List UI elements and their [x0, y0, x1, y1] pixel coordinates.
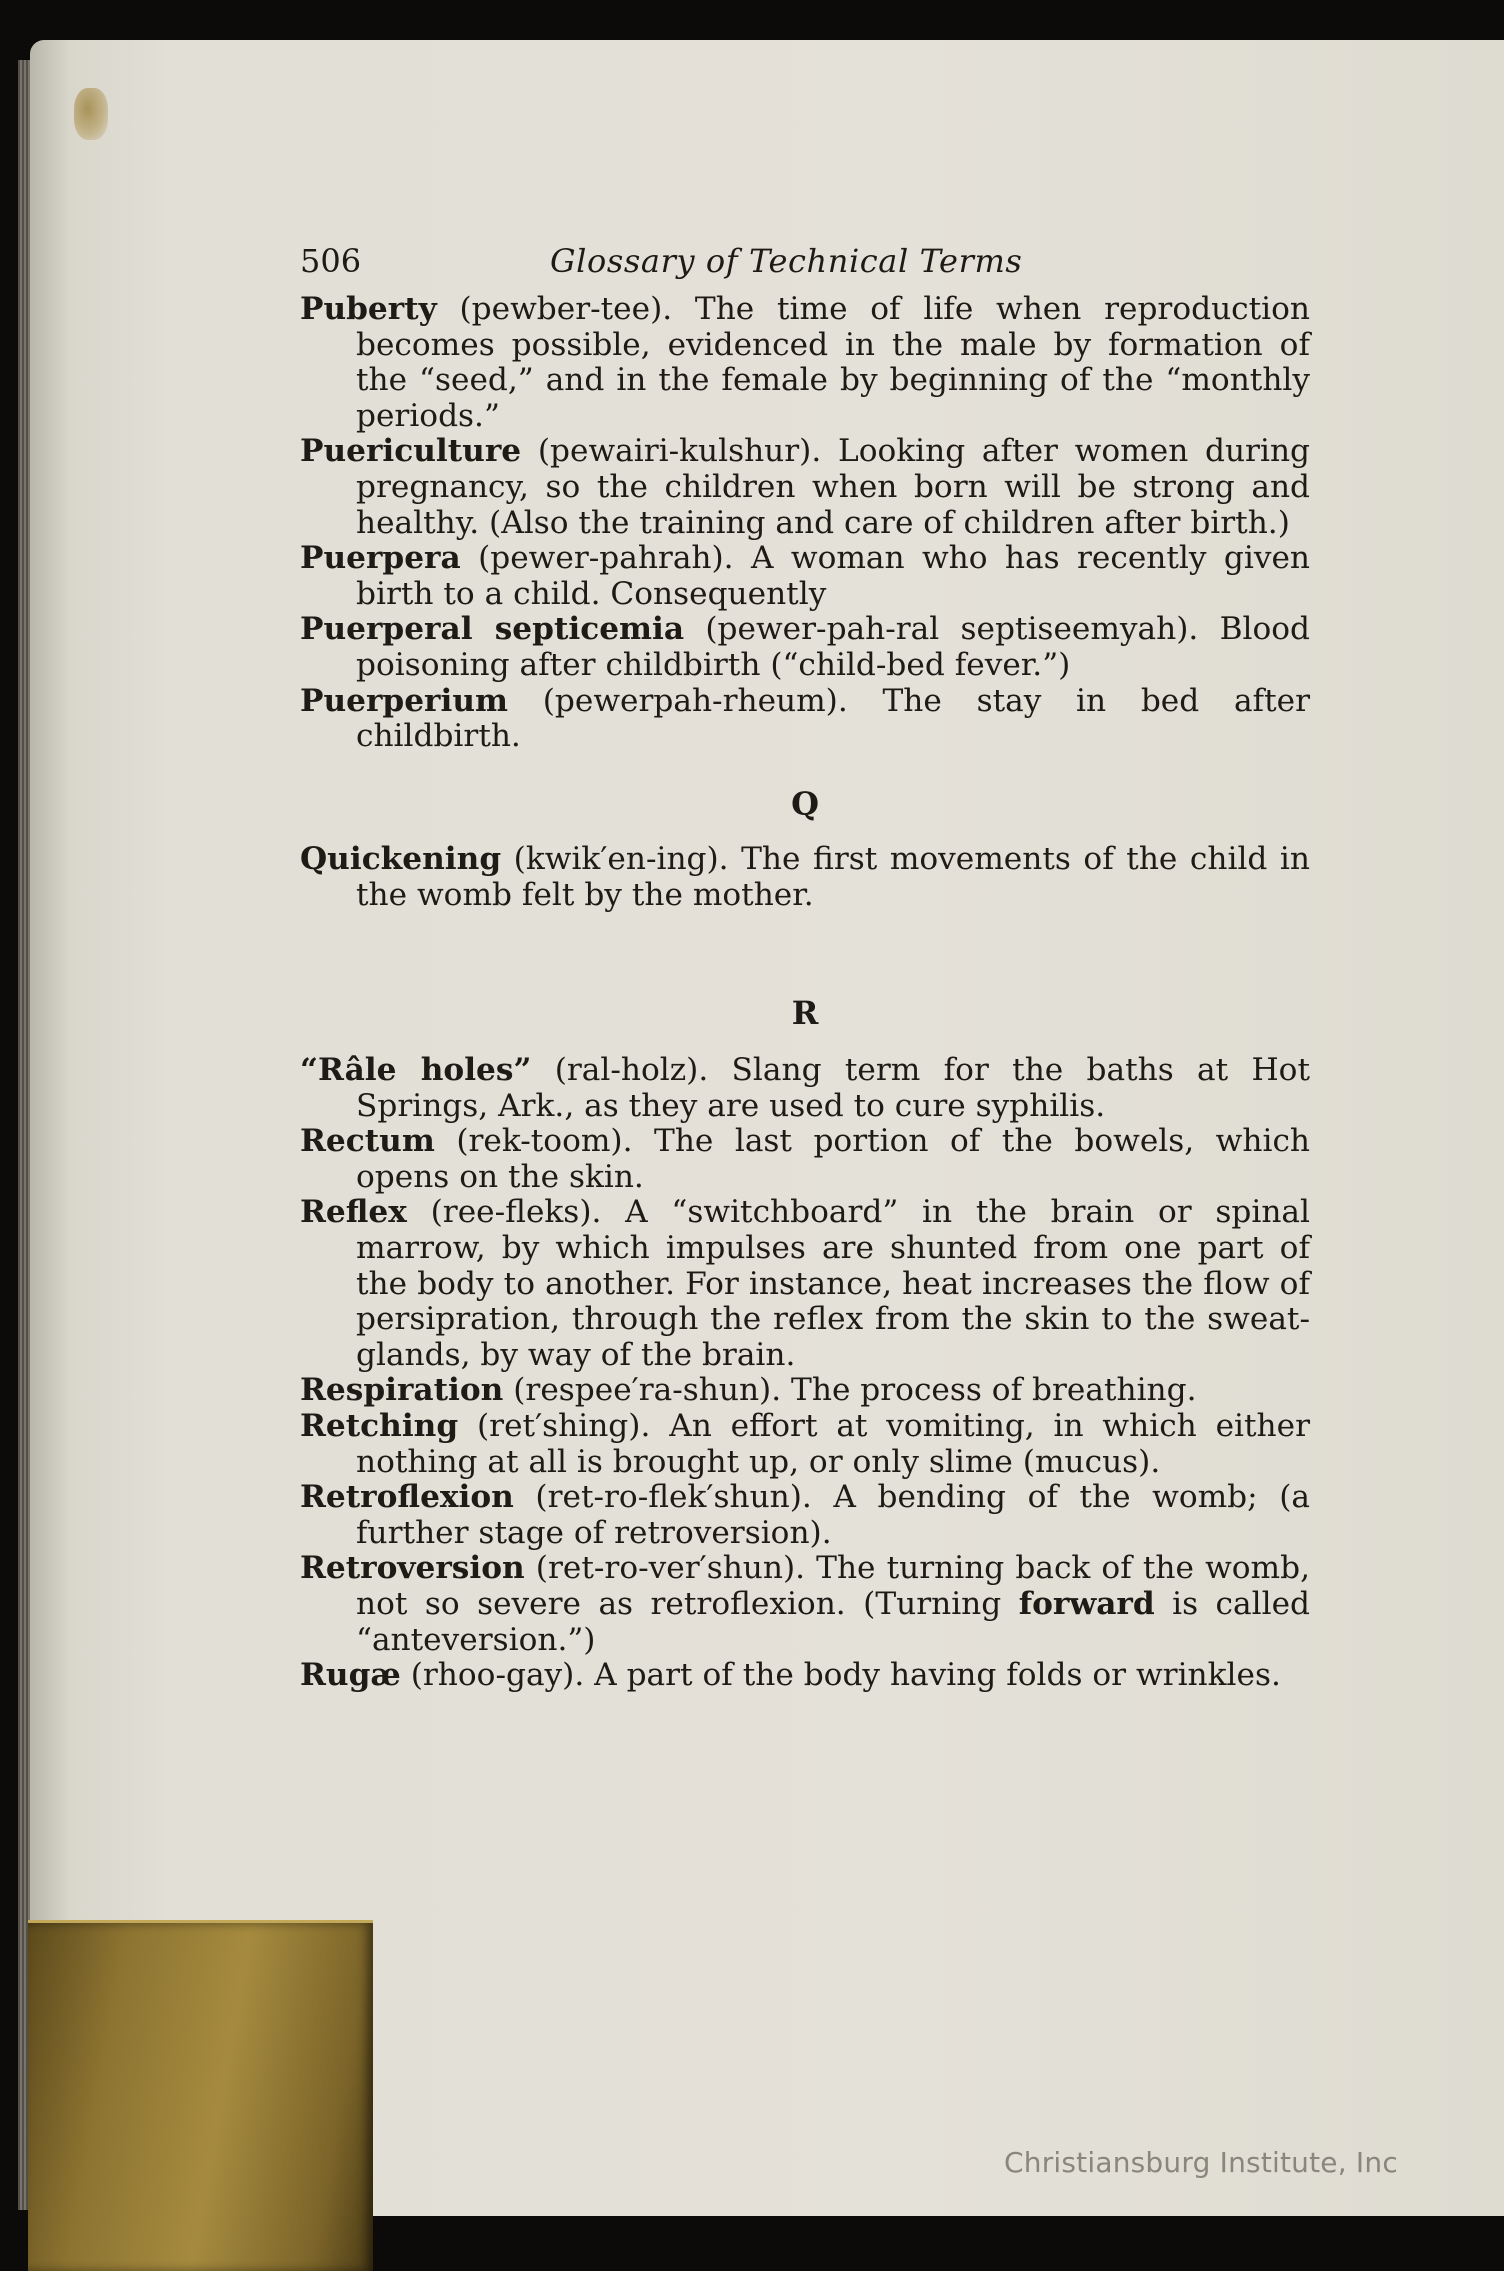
- entry-term: Reflex: [300, 1194, 407, 1231]
- entry-emphasis: forward: [1018, 1586, 1155, 1622]
- entry-term: Puericulture: [300, 433, 522, 470]
- glossary-entry-retching: [300, 1409, 1310, 1480]
- page-header: [300, 244, 1310, 290]
- entry-term: Respiration: [300, 1372, 504, 1409]
- entry-term: Puerpera: [300, 540, 461, 577]
- entry-definition: (pewerpah-rheum). The stay in bed after childbirth.: [356, 682, 1310, 755]
- entry-definition: (pewer-pahrah). A woman who has recently given birth to a child. Consequently: [356, 540, 1310, 612]
- glossary-entry-rugae: [300, 1658, 1310, 1694]
- entry-term: Puerperal septicemia: [300, 611, 685, 648]
- entry-definition: (kwik′en-ing). The first movements of the child in the womb felt by the mother.: [356, 841, 1310, 913]
- entry-term: Retroflexion: [300, 1479, 514, 1516]
- page-content: [300, 244, 1310, 1694]
- entry-definition: (ret-ro-flek′shun). A bending of the womb; (a further stage of retroversion).: [356, 1479, 1310, 1551]
- page-number: 506: [300, 242, 362, 280]
- entry-definition: (respee′ra-shun). The process of breathing.: [503, 1372, 1197, 1409]
- glossary-entry-quickening: [300, 842, 1310, 913]
- glossary-entry-reflex: [300, 1195, 1310, 1373]
- glossary-entry-respiration: [300, 1373, 1310, 1409]
- entry-definition: (pewairi-kulshur). Looking after women during pregnancy, so the children when born will be strong and healthy. (Also the training and care of children after birth.): [356, 433, 1310, 541]
- entry-definition: (rek-toom). The last portion of the bowels, which opens on the skin.: [356, 1123, 1310, 1195]
- entry-term: Puerperium: [300, 682, 509, 719]
- glossary-entry-puerperal-septicemia: [300, 612, 1310, 683]
- gold-bookmark-ribbon: [28, 1920, 373, 2271]
- entry-definition: (ret′shing). An effort at vomiting, in which either nothing at all is brought up, or only slime (mucus).: [356, 1408, 1310, 1480]
- glossary-entry-puberty: [300, 292, 1310, 434]
- glossary-entry-rectum: [300, 1124, 1310, 1195]
- entry-definition: (ree-fleks). A “switchboard” in the brain or spinal marrow, by which impulses are shunted from one part of the body to another. For instance, heat increases the flow of persipration, through the reflex from the skin to the sweat-glands, by way of the brain.: [356, 1194, 1310, 1373]
- entry-definition: (rhoo-gay). A part of the body having folds or wrinkles.: [400, 1657, 1281, 1694]
- section-letter-q: Q: [791, 784, 819, 823]
- glossary-entry-puerperium: [300, 684, 1310, 755]
- entry-definition: (pewber-tee). The time of life when reproduction becomes possible, evidenced in the male by formation of the “seed,” and in the female by beginning of the “monthly periods.”: [356, 291, 1310, 434]
- glossary-entry-retroflexion: [300, 1480, 1310, 1551]
- entry-term: Rugæ: [300, 1657, 401, 1694]
- running-head: Glossary of Technical Terms: [550, 242, 1023, 280]
- glossary-entry-rale-holes: [300, 1053, 1310, 1124]
- entry-definition-tail: is called “anteversion.”): [356, 1586, 1310, 1658]
- entry-term: Retroversion: [300, 1550, 525, 1587]
- glossary-entry-retroversion: [300, 1551, 1310, 1658]
- entry-term: Puberty: [300, 291, 437, 327]
- entry-term: Quickening: [300, 841, 502, 878]
- corner-stain: [74, 88, 108, 140]
- glossary-entry-puerpera: [300, 541, 1310, 612]
- entry-term: Retching: [300, 1408, 459, 1445]
- entry-definition: (pewer-pah-ral septiseemyah). Blood poisoning after childbirth (“child-bed fever.”): [356, 611, 1310, 683]
- section-letter-r: R: [791, 993, 819, 1032]
- entry-term: Rectum: [300, 1123, 435, 1160]
- entry-definition: (ret-ro-ver′shun). The turning back of the womb, not so severe as retroflexion. (Turning: [356, 1550, 1310, 1622]
- watermark-text: Christiansburg Institute, Inc: [1004, 2146, 1398, 2179]
- glossary-entry-puericulture: [300, 434, 1310, 541]
- entry-term: “Râle holes”: [300, 1052, 532, 1089]
- entry-definition: (ral-holz). Slang term for the baths at Hot Springs, Ark., as they are used to cure syphilis.: [356, 1052, 1310, 1124]
